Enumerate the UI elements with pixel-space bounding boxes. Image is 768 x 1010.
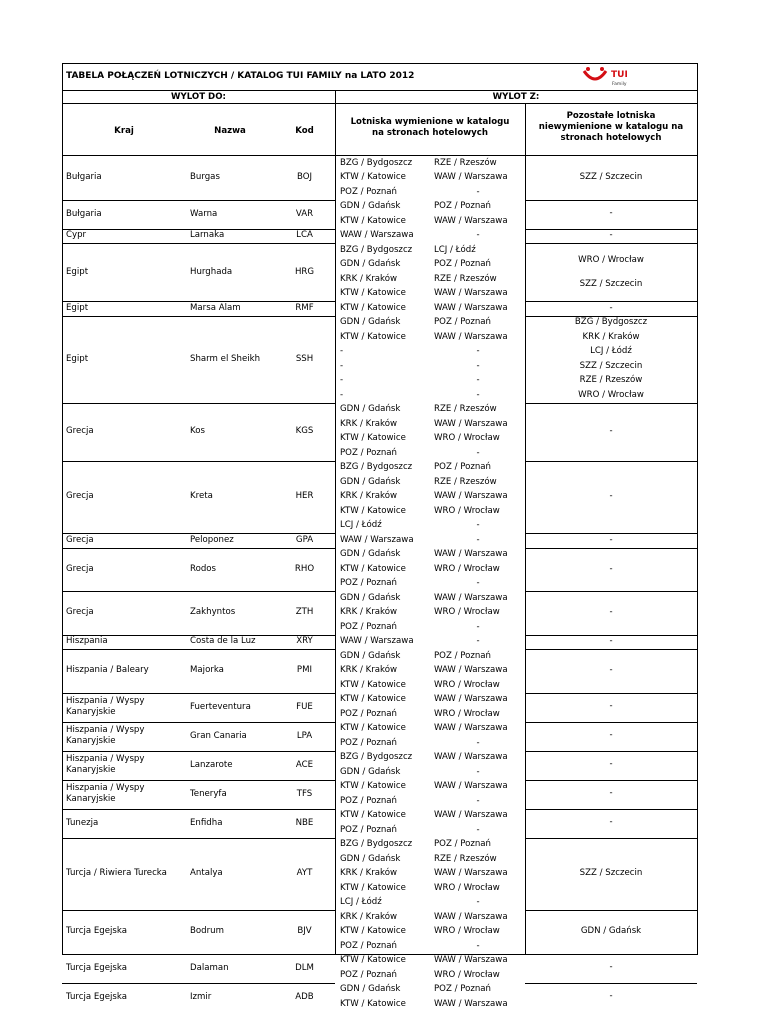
cell-airport-a: KTW / Katowice <box>340 505 406 516</box>
cell-kod: RHO <box>294 563 315 574</box>
cell-nazwa: Teneryfa <box>190 788 227 799</box>
cell-airport-b: - <box>476 737 480 748</box>
cell-airport-b: WAW / Warszawa <box>434 288 508 298</box>
cell-airport-a: POZ / Poznań <box>340 969 397 980</box>
cell-other-airport: - <box>609 665 613 675</box>
row-divider <box>525 693 697 694</box>
cell-airport-b: WRO / Wrocław <box>434 882 500 893</box>
cell-airport-b: WAW / Warszawa <box>434 810 508 820</box>
cell-airport-a: KTW / Katowice <box>340 433 406 443</box>
header-wylot-z: WYLOT Z: <box>492 92 540 102</box>
cell-kod: KGS <box>295 426 314 436</box>
cell-other-airport: SZZ / Szczecin <box>579 360 643 371</box>
row-divider <box>62 591 335 592</box>
cell-airport-a: BZG / Bydgoszcz <box>340 462 413 472</box>
cell-airport-a: POZ / Poznań <box>340 621 397 632</box>
row-divider <box>62 155 697 156</box>
row-divider <box>525 403 697 404</box>
cell-airport-b: - <box>476 186 480 197</box>
cell-other-airport: RZE / Rzeszów <box>579 375 643 385</box>
row-divider <box>62 90 697 91</box>
cell-airport-b: LCJ / Łódź <box>434 244 476 255</box>
cell-airport-a: GDN / Gdańsk <box>340 984 401 994</box>
cell-kraj: Hiszpania / Baleary <box>66 665 149 676</box>
cell-nazwa: Burgas <box>190 172 220 183</box>
cell-airport-a: GDN / Gdańsk <box>340 592 401 603</box>
cell-other-airport: - <box>609 759 613 770</box>
cell-airport-a: - <box>340 346 344 356</box>
cell-airport-b: WRO / Wrocław <box>434 679 500 690</box>
cell-airport-a: GDN / Gdańsk <box>340 766 401 777</box>
cell-nazwa: Sharm el Sheikh <box>190 353 261 364</box>
cell-airport-a: POZ / Poznań <box>340 186 397 197</box>
row-divider <box>525 983 697 984</box>
cell-airport-b: - <box>476 940 480 951</box>
cell-airport-a: GDN / Gdańsk <box>340 201 401 211</box>
cell-kraj: Grecja <box>66 491 94 502</box>
cell-kod: HER <box>295 491 314 502</box>
cell-airport-a: GDN / Gdańsk <box>340 549 401 559</box>
header-nazwa: Nazwa <box>214 126 246 136</box>
row-divider <box>62 910 335 911</box>
cell-airport-b: POZ / Poznań <box>434 462 491 472</box>
cell-airport-b: POZ / Poznań <box>434 201 491 211</box>
cell-other-airport: - <box>609 230 613 240</box>
cell-kod: PMI <box>296 665 313 676</box>
cell-airport-b: RZE / Rzeszów <box>434 404 497 414</box>
cell-nazwa: Dalaman <box>190 962 229 973</box>
row-divider <box>62 200 335 201</box>
cell-airport-b: - <box>476 766 480 777</box>
cell-airport-b: WRO / Wrocław <box>434 607 500 617</box>
cell-airport-b: POZ / Poznań <box>434 650 491 661</box>
cell-airport-a: KRK / Kraków <box>340 911 397 922</box>
cell-airport-a: POZ / Poznań <box>340 708 397 719</box>
header-lotniska: Lotniska wymienione w katalogu na stronach hotelowych <box>350 117 510 138</box>
cell-airport-b: WAW / Warszawa <box>434 694 508 704</box>
cell-kraj: Turcja Egejska <box>66 991 127 1002</box>
cell-kod: FUE <box>296 701 313 712</box>
cell-kraj: Grecja <box>66 607 94 618</box>
cell-kraj: Grecja <box>66 426 94 436</box>
cell-nazwa: Larnaka <box>190 230 225 241</box>
cell-other-airport: - <box>609 636 613 646</box>
cell-other-airport: WRO / Wrocław <box>578 255 644 265</box>
cell-airport-a: KRK / Kraków <box>340 665 397 675</box>
cell-nazwa: Antalya <box>190 868 223 879</box>
cell-kod: LPA <box>296 730 313 741</box>
cell-other-airport: - <box>609 563 613 574</box>
cell-airport-a: POZ / Poznań <box>340 578 397 588</box>
cell-kraj: Bułgaria <box>66 208 102 219</box>
cell-nazwa: Lanzarote <box>190 759 233 770</box>
cell-airport-b: - <box>476 636 480 646</box>
logo-brand: TUI <box>611 70 628 80</box>
cell-airport-b: WRO / Wrocław <box>434 433 500 443</box>
cell-kod: HRG <box>294 266 315 277</box>
cell-other-airport: - <box>609 302 613 313</box>
cell-airport-a: KRK / Kraków <box>340 418 397 429</box>
cell-airport-a: KTW / Katowice <box>340 172 406 182</box>
cell-airport-a: BZG / Bydgoszcz <box>340 157 413 168</box>
cell-kraj: Tunezja <box>66 817 99 828</box>
cell-airport-a: - <box>340 375 344 385</box>
cell-nazwa: Gran Canaria <box>190 730 247 741</box>
cell-kraj: Hiszpania <box>66 636 108 647</box>
row-divider <box>525 243 697 244</box>
cell-airport-a: - <box>340 389 344 400</box>
row-divider <box>62 751 335 752</box>
row-divider <box>525 809 697 810</box>
cell-kraj: Bułgaria <box>66 172 102 183</box>
row-divider <box>62 103 697 104</box>
cell-other-airport: - <box>609 991 613 1002</box>
cell-airport-b: WAW / Warszawa <box>434 302 508 313</box>
page-title: TABELA POŁĄCZEŃ LOTNICZYCH / KATALOG TUI FAMILY na LATO 2012 <box>66 71 415 81</box>
cell-airport-b: WAW / Warszawa <box>434 549 508 559</box>
cell-kraj: Hiszpania / Wyspy Kanaryjskie <box>66 754 145 775</box>
cell-kod: XRY <box>296 636 313 647</box>
cell-kod: BJV <box>297 926 312 937</box>
cell-airport-b: WRO / Wrocław <box>434 926 500 936</box>
column-divider <box>335 90 336 955</box>
cell-airport-a: POZ / Poznań <box>340 940 397 951</box>
cell-other-airport: GDN / Gdańsk <box>580 926 642 936</box>
cell-airport-b: WAW / Warszawa <box>434 215 508 226</box>
cell-airport-b: WAW / Warszawa <box>434 418 508 429</box>
cell-airport-a: KTW / Katowice <box>340 781 406 791</box>
cell-airport-b: WAW / Warszawa <box>434 752 508 762</box>
cell-kraj: Hiszpania / Wyspy Kanaryjskie <box>66 696 145 717</box>
cell-nazwa: Zakhyntos <box>190 607 236 618</box>
cell-airport-a: GDN / Gdańsk <box>340 476 401 487</box>
cell-airport-a: POZ / Poznań <box>340 824 397 835</box>
cell-kod: RMF <box>295 302 314 313</box>
cell-nazwa: Costa de la Luz <box>190 636 256 647</box>
cell-airport-b: - <box>476 230 480 240</box>
cell-airport-a: BZG / Bydgoszcz <box>340 244 413 255</box>
logo-sub: Family <box>612 82 627 87</box>
row-divider <box>62 243 335 244</box>
cell-airport-b: WAW / Warszawa <box>434 331 508 342</box>
cell-airport-b: - <box>476 795 480 806</box>
row-divider <box>62 722 335 723</box>
row-divider <box>62 693 335 694</box>
cell-kod: LCA <box>296 230 313 241</box>
cell-airport-b: WAW / Warszawa <box>434 592 508 603</box>
row-divider <box>62 838 335 839</box>
cell-airport-b: WRO / Wrocław <box>434 708 500 719</box>
cell-kod: BOJ <box>296 172 313 183</box>
row-divider <box>525 722 697 723</box>
row-divider <box>525 649 697 650</box>
cell-airport-b: - <box>476 897 480 907</box>
cell-airport-a: KTW / Katowice <box>340 302 406 313</box>
cell-airport-b: WAW / Warszawa <box>434 723 508 733</box>
cell-kraj: Grecja <box>66 563 94 574</box>
cell-other-airport: KRK / Kraków <box>582 331 640 342</box>
cell-kraj: Cypr <box>66 230 87 241</box>
cell-airport-a: LCJ / Łódź <box>340 520 382 530</box>
cell-kraj: Egipt <box>66 353 89 364</box>
cell-other-airport: SZZ / Szczecin <box>579 278 643 289</box>
cell-nazwa: Izmir <box>190 991 212 1002</box>
cell-airport-b: WAW / Warszawa <box>434 998 508 1009</box>
cell-airport-a: POZ / Poznań <box>340 737 397 748</box>
row-divider <box>525 954 697 955</box>
cell-kod: SSH <box>295 353 314 364</box>
cell-airport-b: - <box>476 621 480 632</box>
cell-kod: TFS <box>296 788 313 799</box>
header-kraj: Kraj <box>114 126 134 136</box>
cell-airport-a: - <box>340 360 344 371</box>
cell-other-airport: - <box>609 491 613 501</box>
cell-airport-a: GDN / Gdańsk <box>340 317 401 327</box>
cell-other-airport: - <box>609 788 613 799</box>
cell-nazwa: Bodrum <box>190 926 224 937</box>
row-divider <box>62 403 335 404</box>
cell-airport-a: LCJ / Łódź <box>340 897 382 907</box>
cell-airport-b: WRO / Wrocław <box>434 969 500 980</box>
cell-kraj: Turcja / Riwiera Turecka <box>66 868 167 879</box>
row-divider <box>62 983 335 984</box>
cell-nazwa: Fuerteventura <box>190 701 251 712</box>
cell-airport-a: BZG / Bydgoszcz <box>340 839 413 849</box>
cell-other-airport: WRO / Wrocław <box>578 389 644 400</box>
row-divider <box>62 461 335 462</box>
cell-other-airport: - <box>609 607 613 617</box>
cell-airport-a: KTW / Katowice <box>340 563 406 574</box>
cell-nazwa: Marsa Alam <box>190 302 241 313</box>
cell-nazwa: Hurghada <box>190 266 233 277</box>
cell-other-airport: BZG / Bydgoszcz <box>574 317 648 327</box>
cell-airport-a: POZ / Poznań <box>340 795 397 806</box>
cell-airport-b: WAW / Warszawa <box>434 491 508 501</box>
cell-airport-b: WRO / Wrocław <box>434 563 500 574</box>
cell-airport-b: RZE / Rzeszów <box>434 476 497 487</box>
row-divider <box>525 780 697 781</box>
cell-nazwa: Peloponez <box>190 534 234 545</box>
cell-airport-b: WAW / Warszawa <box>434 868 508 878</box>
cell-airport-a: KTW / Katowice <box>340 215 406 226</box>
cell-airport-a: GDN / Gdańsk <box>340 853 401 864</box>
cell-nazwa: Kos <box>190 426 205 436</box>
cell-airport-b: - <box>476 824 480 835</box>
cell-kraj: Hiszpania / Wyspy Kanaryjskie <box>66 725 145 746</box>
cell-other-airport: SZZ / Szczecin <box>579 868 643 878</box>
cell-airport-b: WAW / Warszawa <box>434 172 508 182</box>
cell-airport-b: - <box>476 520 480 530</box>
cell-airport-b: POZ / Poznań <box>434 317 491 327</box>
cell-kod: ZTH <box>295 607 314 618</box>
cell-kod: AYT <box>296 868 313 879</box>
cell-airport-b: WAW / Warszawa <box>434 911 508 922</box>
cell-airport-a: KRK / Kraków <box>340 607 397 617</box>
row-divider <box>525 751 697 752</box>
cell-airport-b: - <box>476 346 480 356</box>
cell-airport-a: BZG / Bydgoszcz <box>340 752 413 762</box>
cell-airport-a: KRK / Kraków <box>340 868 397 878</box>
cell-airport-a: POZ / Poznań <box>340 447 397 458</box>
cell-kraj: Grecja <box>66 534 94 545</box>
cell-airport-a: KTW / Katowice <box>340 926 406 936</box>
cell-nazwa: Enfidha <box>190 817 223 828</box>
cell-nazwa: Kreta <box>190 491 213 502</box>
cell-airport-b: RZE / Rzeszów <box>434 273 497 284</box>
cell-airport-b: - <box>476 375 480 385</box>
cell-kod: DLM <box>295 962 314 973</box>
cell-airport-a: KTW / Katowice <box>340 723 406 733</box>
cell-airport-b: POZ / Poznań <box>434 259 491 269</box>
cell-airport-b: WAW / Warszawa <box>434 781 508 791</box>
row-divider <box>62 316 335 317</box>
cell-kraj: Turcja Egejska <box>66 962 127 973</box>
header-kod: Kod <box>295 126 314 136</box>
cell-airport-b: WAW / Warszawa <box>434 665 508 675</box>
row-divider <box>62 809 335 810</box>
cell-other-airport: - <box>609 817 613 828</box>
cell-kod: ADB <box>295 991 314 1002</box>
cell-airport-b: POZ / Poznań <box>434 984 491 994</box>
cell-airport-a: WAW / Warszawa <box>340 534 414 545</box>
cell-airport-b: - <box>476 360 480 371</box>
cell-airport-b: RZE / Rzeszów <box>434 157 497 168</box>
cell-airport-a: WAW / Warszawa <box>340 636 414 646</box>
cell-airport-b: WRO / Wrocław <box>434 505 500 516</box>
row-divider <box>62 954 335 955</box>
cell-kod: NBE <box>295 817 314 828</box>
cell-airport-a: KTW / Katowice <box>340 810 406 820</box>
cell-other-airport: - <box>609 425 613 436</box>
cell-airport-a: KTW / Katowice <box>340 955 406 965</box>
row-divider <box>525 591 697 592</box>
cell-airport-b: RZE / Rzeszów <box>434 853 497 864</box>
cell-airport-a: KRK / Kraków <box>340 273 397 284</box>
cell-kraj: Egipt <box>66 266 89 277</box>
cell-airport-a: KTW / Katowice <box>340 998 406 1009</box>
cell-other-airport: SZZ / Szczecin <box>579 172 643 182</box>
cell-airport-b: - <box>476 389 480 400</box>
row-divider <box>525 200 697 201</box>
cell-nazwa: Warna <box>190 208 218 219</box>
cell-kraj: Egipt <box>66 302 89 313</box>
cell-airport-a: KTW / Katowice <box>340 882 406 893</box>
header-pozostale: Pozostałe lotniska niewymienione w katalogu na stronach hotelowych <box>538 111 684 143</box>
cell-airport-a: KTW / Katowice <box>340 331 406 342</box>
cell-airport-a: GDN / Gdańsk <box>340 404 401 414</box>
cell-airport-a: KRK / Kraków <box>340 491 397 501</box>
cell-kraj: Turcja Egejska <box>66 926 127 937</box>
row-divider <box>525 838 697 839</box>
cell-airport-b: - <box>476 447 480 458</box>
cell-other-airport: - <box>609 208 613 219</box>
row-divider <box>62 649 335 650</box>
cell-kod: GPA <box>295 534 314 545</box>
cell-kod: ACE <box>295 759 314 770</box>
row-divider <box>62 548 335 549</box>
cell-airport-b: - <box>476 578 480 588</box>
header-wylot-do: WYLOT DO: <box>171 92 226 102</box>
cell-airport-a: WAW / Warszawa <box>340 230 414 240</box>
cell-nazwa: Majorka <box>190 665 224 676</box>
row-divider <box>525 461 697 462</box>
cell-airport-b: POZ / Poznań <box>434 839 491 849</box>
cell-other-airport: LCJ / Łódź <box>590 346 632 356</box>
cell-airport-a: KTW / Katowice <box>340 288 406 298</box>
cell-airport-b: WAW / Warszawa <box>434 955 508 965</box>
cell-other-airport: - <box>609 962 613 973</box>
row-divider <box>62 780 335 781</box>
cell-airport-a: GDN / Gdańsk <box>340 650 401 661</box>
cell-airport-a: KTW / Katowice <box>340 679 406 690</box>
cell-airport-a: KTW / Katowice <box>340 694 406 704</box>
cell-nazwa: Rodos <box>190 563 217 574</box>
cell-other-airport: - <box>609 534 613 545</box>
cell-airport-b: - <box>476 534 480 545</box>
cell-other-airport: - <box>609 730 613 741</box>
cell-kod: VAR <box>295 208 314 219</box>
row-divider <box>525 910 697 911</box>
cell-other-airport: - <box>609 701 613 712</box>
row-divider <box>525 548 697 549</box>
cell-airport-a: GDN / Gdańsk <box>340 259 401 269</box>
cell-kraj: Hiszpania / Wyspy Kanaryjskie <box>66 783 145 804</box>
